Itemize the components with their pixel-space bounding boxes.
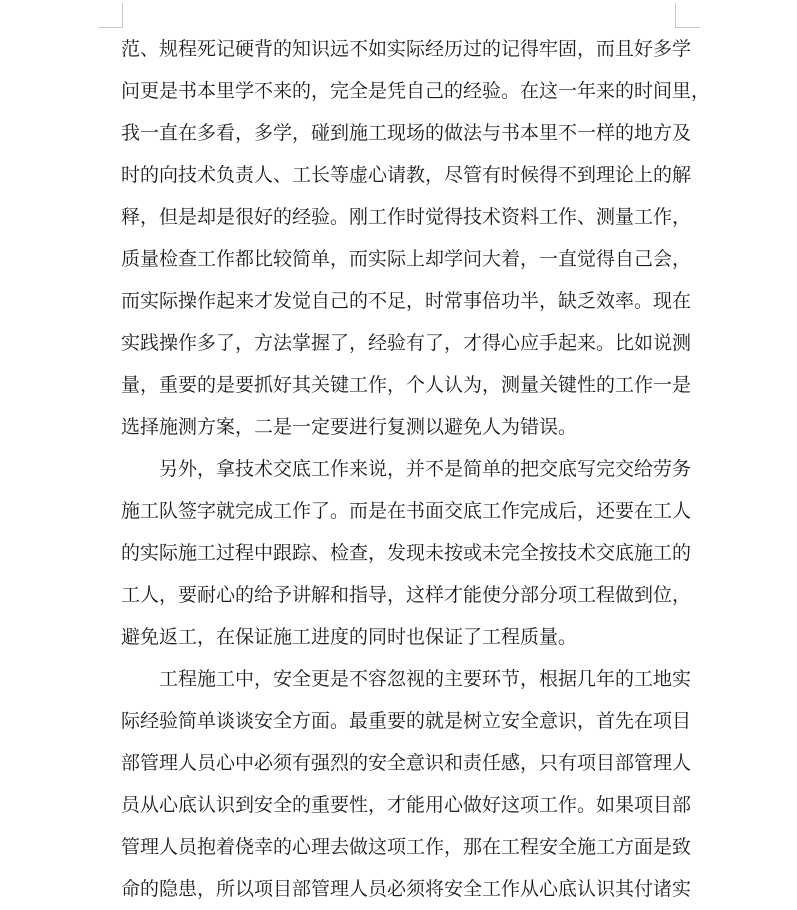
paragraph (121, 658, 692, 910)
crop-mark-top-right (675, 3, 700, 28)
text-line: 部管理人员心中必须有强烈的安全意识和责任感，只有项目部管理人 (121, 752, 692, 774)
text-line: 的实际施工过程中跟踪、检查，发现未按或未完全按技术交底施工的 (121, 542, 692, 564)
text-line: 另外，拿技术交底工作来说，并不是简单的把交底写完交给劳务 (159, 458, 692, 480)
text-line: 实践操作多了，方法掌握了，经验有了，才得心应手起来。比如说测 (121, 332, 692, 354)
text-line: 时的向技术负责人、工长等虚心请教，尽管有时候得不到理论上的解 (121, 164, 692, 186)
text-line: 员从心底认识到安全的重要性，才能用心做好这项工作。如果项目部 (121, 794, 692, 816)
text-line: 命的隐患，所以项目部管理人员必须将安全工作从心底认识其付诸实 (121, 878, 692, 900)
text-line: 工人，要耐心的给予讲解和指导，这样才能使分部分项工程做到位， (121, 584, 692, 606)
crop-mark-top-left (98, 3, 123, 28)
text-line: 范、规程死记硬背的知识远不如实际经历过的记得牢固，而且好多学 (121, 38, 692, 60)
paragraph (121, 28, 711, 448)
text-line: 工程施工中，安全更是不容忽视的主要环节，根据几年的工地实 (159, 668, 692, 690)
text-line: 际经验简单谈谈安全方面。最重要的就是树立安全意识，首先在项目 (121, 710, 692, 732)
text-line: 我一直在多看，多学，碰到施工现场的做法与书本里不一样的地方及 (121, 122, 692, 144)
text-line: 管理人员抱着侥幸的心理去做这项工作，那在工程安全施工方面是致 (121, 836, 692, 858)
text-line: 量，重要的是要抓好其关键工作，个人认为，测量关键性的工作一是 (121, 374, 692, 396)
text-line: 问更是书本里学不来的，完全是凭自己的经验。在这一年来的时间里， (121, 80, 711, 102)
text-line: 选择施测方案，二是一定要进行复测以避免人为错误。 (121, 416, 578, 438)
text-line: 质量检查工作都比较简单，而实际上却学问大着，一直觉得自己会， (121, 248, 692, 270)
text-line: 释，但是却是很好的经验。刚工作时觉得技术资料工作、测量工作， (121, 206, 692, 228)
document-body (121, 28, 711, 910)
text-line: 避免返工，在保证施工进度的同时也保证了工程质量。 (121, 626, 578, 648)
text-line: 施工队签字就完成工作了。而是在书面交底工作完成后，还要在工人 (121, 500, 692, 522)
paragraph (121, 448, 692, 658)
text-line: 而实际操作起来才发觉自己的不足，时常事倍功半，缺乏效率。现在 (121, 290, 692, 312)
